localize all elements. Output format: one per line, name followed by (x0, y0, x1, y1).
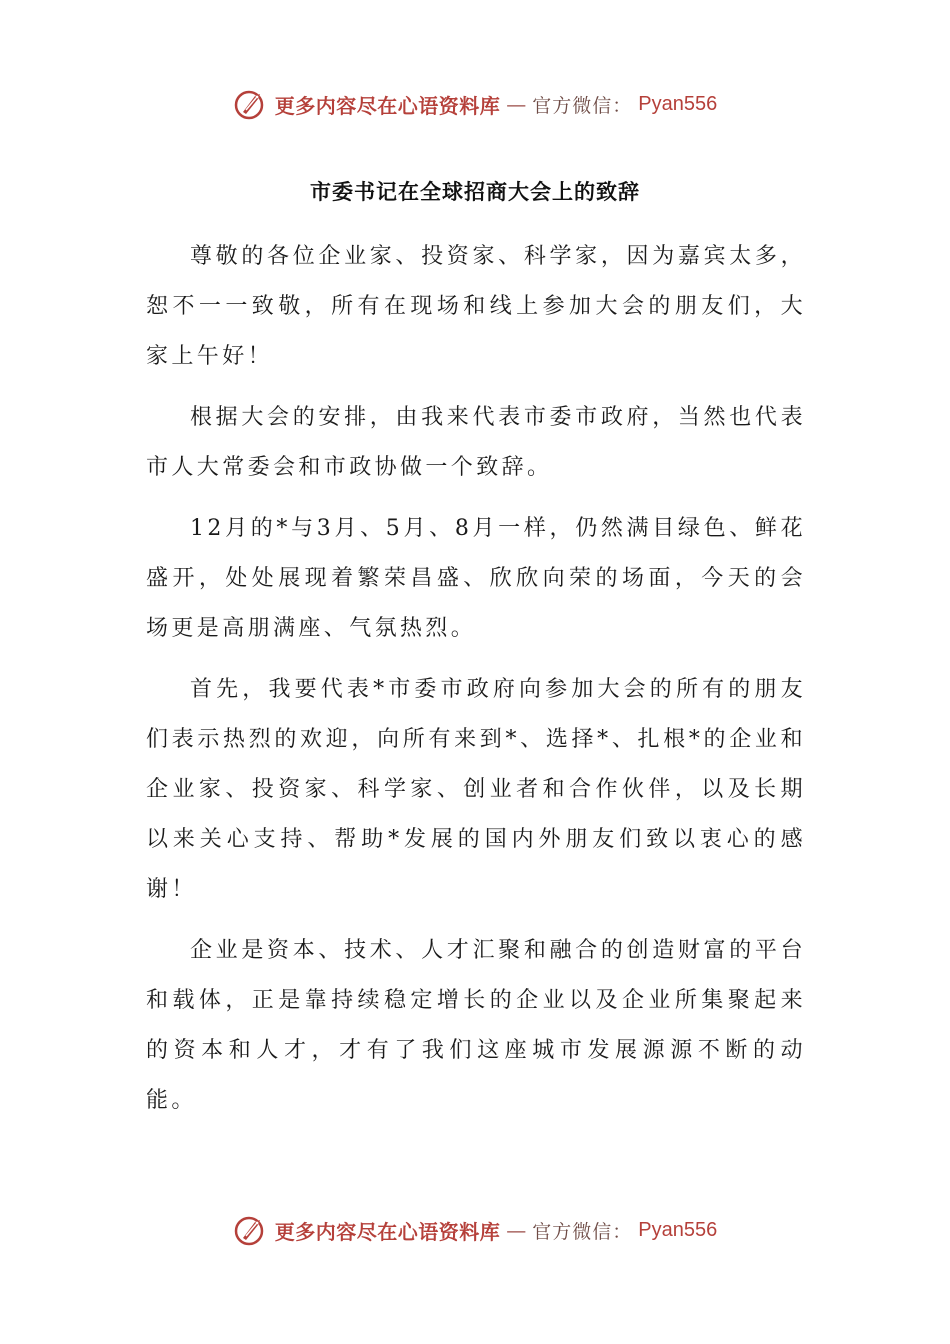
header-banner (0, 82, 950, 126)
document-body (146, 232, 806, 1137)
brand-text: 更多内容尽在心语资料库 (274, 93, 501, 118)
banner-separator: — (506, 1218, 527, 1242)
paragraph: 根据大会的安排，由我来代表市委市政府，当然也代表市人大常委会和市政协做一个致辞。 (146, 405, 806, 480)
pen-nib-logo-icon (233, 86, 269, 122)
wechat-id: Pyan556 (638, 1218, 718, 1241)
document-title: 市委书记在全球招商大会上的致辞 (310, 179, 640, 204)
paragraph: 12月的*与3月、5月、8月一样，仍然满目绿色、鲜花盛开，处处展现着繁荣昌盛、欣欣向荣的场面，今天的会场更是高朋满座、气氛热烈。 (146, 516, 806, 641)
wechat-label: 官方微信： (532, 94, 633, 117)
footer-banner (0, 1208, 950, 1252)
paragraph: 企业是资本、技术、人才汇聚和融合的创造财富的平台和载体，正是靠持续稳定增长的企业以及企业所集聚起来的资本和人才，才有了我们这座城市发展源源不断的动能。 (146, 938, 806, 1113)
brand-text: 更多内容尽在心语资料库 (274, 1219, 501, 1244)
wechat-label: 官方微信： (532, 1220, 633, 1243)
wechat-id: Pyan556 (638, 92, 718, 115)
banner-separator: — (506, 92, 527, 116)
pen-nib-logo-icon (233, 1212, 269, 1248)
paragraph: 首先，我要代表*市委市政府向参加大会的所有的朋友们表示热烈的欢迎，向所有来到*、选择*、扎根*的企业和企业家、投资家、科学家、创业者和合作伙伴，以及长期以来关心支持、帮助*发展的国内外朋友们致以衷心的感谢！ (146, 677, 806, 902)
paragraph: 尊敬的各位企业家、投资家、科学家，因为嘉宾太多，恕不一一致敬，所有在现场和线上参加大会的朋友们，大家上午好！ (146, 244, 806, 369)
